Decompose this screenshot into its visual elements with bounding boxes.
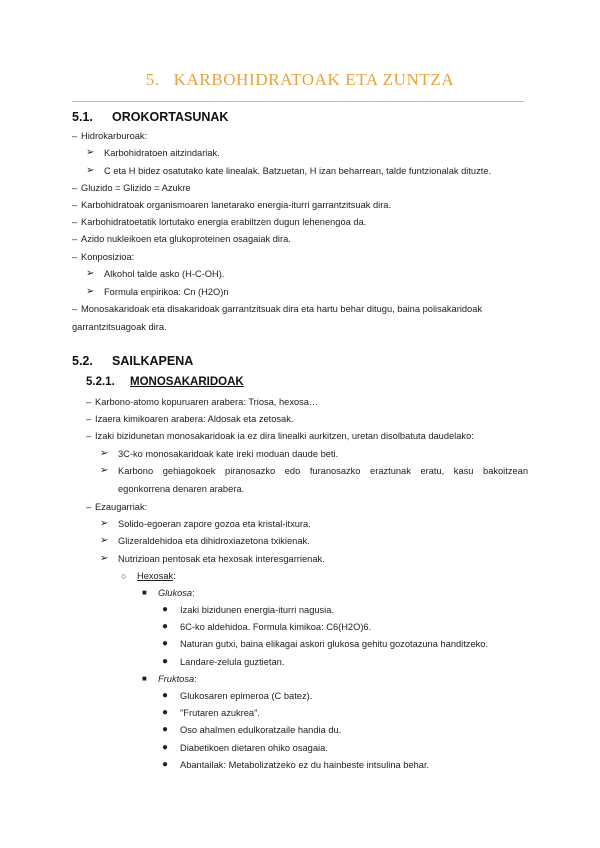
list-item: Landare-zelula guztietan. — [180, 657, 285, 667]
list-item: – Hidrokarburoak: — [72, 131, 148, 141]
section-number: 5.2. — [72, 354, 93, 368]
dot-bullet-icon: ● — [162, 724, 169, 735]
dot-bullet-icon: ● — [162, 656, 169, 667]
list-item: – Ezaugarriak: — [86, 502, 148, 512]
list-item: Glukosaren epimeroa (C batez). — [180, 691, 313, 701]
list-item: C eta H bidez osatutako kate linealak. Batzuetan, H izan beharrean, talde funtzionalak dituzte. — [104, 166, 492, 176]
list-item: Fruktosa: — [158, 674, 197, 684]
list-item: "Frutaren azukrea". — [180, 708, 260, 718]
list-item: Alkohol talde asko (H-C-OH). — [104, 269, 225, 279]
list-item: Karbohidratoen aitzindariak. — [104, 148, 220, 158]
list-item: – Karbohidratoak organismoaren lanetarako energia-iturri garrantzitsuak dira. — [72, 200, 392, 210]
list-item: Hexosak: — [137, 571, 176, 581]
circle-bullet-icon: ○ — [121, 571, 127, 581]
arrow-bullet-icon: ➢ — [100, 518, 109, 529]
list-item: Formula enpirikoa: Cn (H2O)n — [104, 287, 229, 297]
arrow-bullet-icon: ➢ — [100, 448, 109, 459]
dot-bullet-icon: ● — [162, 759, 169, 770]
arrow-bullet-icon: ➢ — [86, 165, 95, 176]
list-item: Karbono gehiagokoek piranosazko edo furanosazko eraztunak eratu, kasu bakoitzean — [118, 466, 528, 476]
dot-bullet-icon: ● — [162, 621, 169, 632]
section-heading-5-1 — [72, 110, 228, 124]
section-title: SAILKAPENA — [112, 354, 194, 368]
list-item-continuation: egonkorrena denaren arabera. — [118, 484, 245, 494]
list-item: – Izaera kimikoaren arabera: Aldosak eta zetosak. — [86, 414, 294, 424]
arrow-bullet-icon: ➢ — [100, 553, 109, 564]
list-item: – Azido nukleikoen eta glukoproteinen osagaiak dira. — [72, 234, 291, 244]
list-item: Oso ahalmen edulkoratzaile handia du. — [180, 725, 342, 735]
list-item: Naturan gutxi, baina elikagai askori glukosa gehitu gozotazuna handitzeko. — [180, 639, 489, 649]
list-item: – Konposizioa: — [72, 252, 135, 262]
list-item: 6C-ko aldehidoa. Formula kimikoa: C6(H2O)6. — [180, 622, 372, 632]
dot-bullet-icon: ● — [162, 604, 169, 615]
subsection-number: 5.2.1. — [86, 376, 115, 388]
list-item: Abantailak: Metabolizatzeko ez du hainbeste intsulina behar. — [180, 760, 430, 770]
subsection-title: MONOSAKARIDOAK — [130, 376, 244, 388]
dot-bullet-icon: ● — [162, 638, 169, 649]
section-heading-5-2 — [72, 354, 193, 368]
list-item: Glukosa: — [158, 588, 195, 598]
list-item: Glizeraldehidoa eta dihidroxiazetona txikienak. — [118, 536, 310, 546]
list-item: Izaki bizidunen energia-iturri nagusia. — [180, 605, 335, 615]
dot-bullet-icon: ● — [162, 707, 169, 718]
title-divider — [72, 101, 524, 102]
dot-bullet-icon: ● — [162, 742, 169, 753]
list-item: Diabetikoen dietaren ohiko osagaia. — [180, 743, 328, 753]
list-item: – Monosakaridoak eta disakaridoak garrantzitsuak dira eta hartu behar ditugu, baina polisakaridoak — [72, 304, 483, 314]
dot-bullet-icon: ● — [162, 690, 169, 701]
arrow-bullet-icon: ➢ — [86, 147, 95, 158]
list-item: Nutrizioan pentosak eta hexosak interesgarrienak. — [118, 554, 325, 564]
list-item: Solido-egoeran zapore gozoa eta kristal-itxura. — [118, 519, 311, 529]
chapter-title — [0, 70, 600, 90]
list-item: – Karbohidratoetatik lortutako energia erabiltzen dugun lehenengoa da. — [72, 217, 367, 227]
chapter-title-text: KARBOHIDRATOAK ETA ZUNTZA — [173, 70, 455, 89]
chapter-number: 5. — [145, 70, 160, 89]
arrow-bullet-icon: ➢ — [86, 268, 95, 279]
list-item: – Izaki bizidunetan monosakaridoak ia ez dira linealki aurkitzen, uretan disolbatuta daudelako: — [86, 431, 474, 441]
list-item: – Karbono-atomo kopuruaren arabera: Triosa, hexosa… — [86, 397, 319, 407]
section-title: OROKORTASUNAK — [112, 110, 229, 124]
arrow-bullet-icon: ➢ — [100, 465, 109, 476]
list-item: 3C-ko monosakaridoak kate ireki moduan daude beti. — [118, 449, 339, 459]
square-bullet-icon: ■ — [142, 674, 147, 683]
arrow-bullet-icon: ➢ — [86, 286, 95, 297]
list-item-continuation: garrantzitsuagoak dira. — [72, 322, 167, 332]
list-item: – Gluzido = Glizido = Azukre — [72, 183, 191, 193]
arrow-bullet-icon: ➢ — [100, 535, 109, 546]
section-number: 5.1. — [72, 110, 93, 124]
square-bullet-icon: ■ — [142, 588, 147, 597]
subsection-heading-5-2-1 — [86, 376, 244, 388]
